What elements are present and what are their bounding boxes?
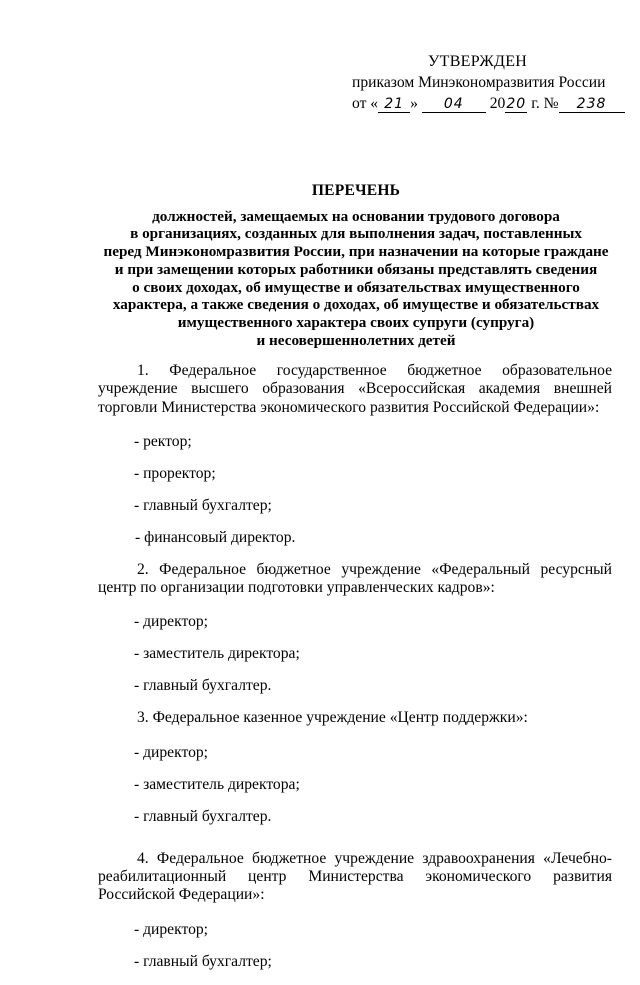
section-3-item: - директор;: [134, 743, 208, 761]
heading-line: в организациях, созданных для выполнения задач, поставленных: [130, 225, 582, 243]
document-body: [98, 362, 612, 985]
document-title: ПЕРЕЧЕНЬ: [311, 182, 401, 199]
heading-line: должностей, замещаемых на основании трудового договора: [152, 207, 560, 225]
heading-line: имущественного характера своих супруги (супруга): [177, 313, 535, 331]
heading-line: перед Минэкономразвития России, при назначении на которые граждане: [103, 243, 609, 261]
date-month: 04: [422, 97, 486, 113]
section-1-item: - проректор;: [134, 464, 216, 482]
date-prefix: от «: [352, 94, 379, 112]
date-day: 21: [378, 97, 410, 113]
section-4-text: 4. Федеральное бюджетное учреждение здравоохранения «Лечебно-реабилитационный центр Министерства экономического развития Российской Федерации»:: [98, 849, 612, 904]
approval-title: УТВЕРЖДЕН: [428, 53, 528, 70]
date-year-prefix: 20: [489, 94, 506, 112]
date-day-suffix: »: [410, 94, 418, 112]
section-3-item: - главный бухгалтер.: [134, 807, 272, 825]
heading-line: и при замещении которых работники обязаны представлять сведения: [114, 260, 598, 278]
section-2-item: - главный бухгалтер.: [134, 677, 272, 695]
section-4-item: - директор;: [134, 920, 208, 938]
section-3-text: 3. Федеральное казенное учреждение «Центр поддержки»:: [137, 709, 528, 727]
section-3-item: - заместитель директора;: [134, 775, 300, 793]
heading-line: о своих доходах, об имуществе и обязательствах имущественного: [132, 278, 580, 296]
approval-stamp: [352, 52, 612, 114]
order-number-prefix: г. №: [531, 94, 559, 112]
section-2-item: - заместитель директора;: [134, 645, 300, 663]
approval-date-line: [352, 95, 612, 114]
section-1-text: 1. Федеральное государственное бюджетное образовательное учреждение высшего образования «Всероссийская академия внешней торговли Министерства экономического развития Российской Федерации»:: [98, 362, 612, 416]
section-1-item: - главный бухгалтер;: [134, 496, 272, 514]
date-year-suffix: 20: [506, 95, 527, 112]
section-2-item: - директор;: [134, 613, 208, 631]
section-2-text: 2. Федеральное бюджетное учреждение «Федеральный ресурсный центр по организации подготовки управленческих кадров»:: [98, 560, 612, 597]
approval-order-line: приказом Минэкономразвития России: [352, 74, 606, 92]
section-1-item: - финансовый директор.: [135, 528, 296, 546]
document-heading: [96, 182, 616, 349]
section-1-item: - ректор;: [134, 432, 192, 450]
section-4-item: - главный бухгалтер;: [134, 952, 272, 970]
order-number: 238: [559, 97, 625, 113]
heading-line: характера, а также сведения о доходах, об имуществе и обязательствах: [112, 296, 600, 314]
heading-line: и несовершеннолетних детей: [256, 331, 456, 349]
